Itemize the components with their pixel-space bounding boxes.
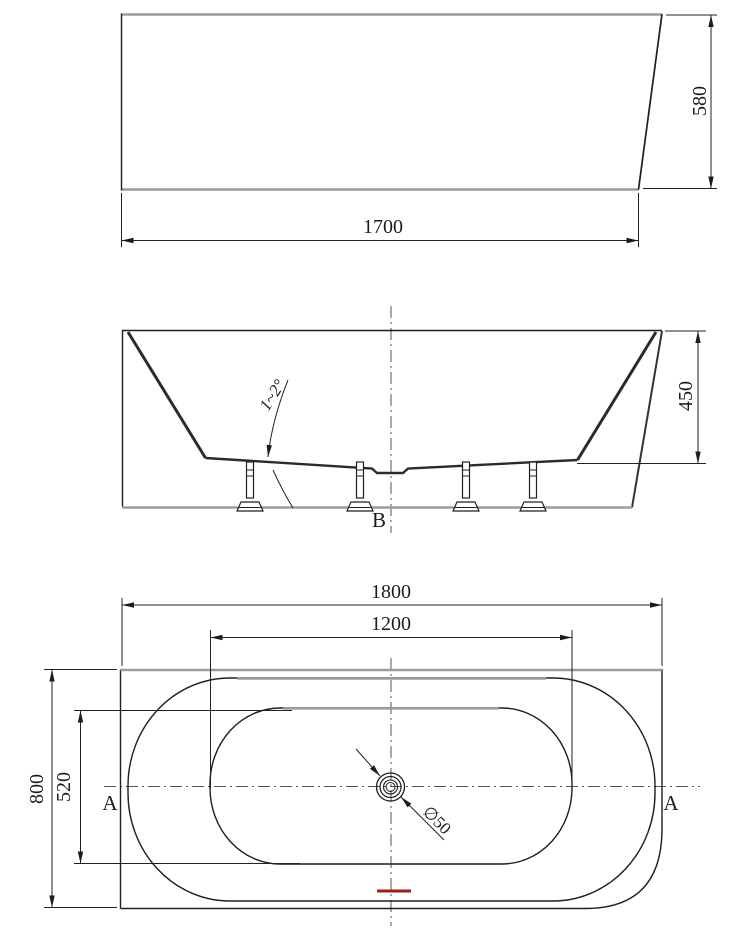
inner-wall-left xyxy=(128,332,206,458)
dim-520-label: 520 xyxy=(53,772,75,802)
slope-leader-tail xyxy=(273,470,293,508)
side-view xyxy=(121,14,717,248)
dim-800-label: 800 xyxy=(26,774,48,804)
dim-450 xyxy=(577,331,706,464)
dim-1700-label: 1700 xyxy=(363,216,403,238)
section-label-a-right: A xyxy=(663,791,679,815)
section-label-b: B xyxy=(371,508,387,532)
dim-1800-label: 1800 xyxy=(371,581,411,603)
plan-view xyxy=(26,581,700,926)
dim-1200 xyxy=(211,613,573,788)
dim-450-label: 450 xyxy=(675,381,697,411)
dim-1700 xyxy=(122,193,639,247)
drain-diameter-label: ∅50 xyxy=(418,802,455,839)
slope-annotation xyxy=(256,376,293,508)
dim-1200-label: 1200 xyxy=(371,613,411,635)
drain-diameter-annotation xyxy=(356,749,455,840)
front-section-view xyxy=(122,306,706,533)
side-view-right-slant-edge xyxy=(639,14,663,190)
foot xyxy=(520,462,546,511)
dim-580-label: 580 xyxy=(689,86,711,116)
foot xyxy=(237,462,263,511)
foot xyxy=(453,462,479,511)
drain-leader-upper xyxy=(356,749,380,776)
slope-note-label: 1~2° xyxy=(255,376,290,415)
dim-580 xyxy=(643,15,717,189)
skirt-right-slant-edge xyxy=(632,331,662,508)
section-label-a-left: A xyxy=(102,791,118,815)
